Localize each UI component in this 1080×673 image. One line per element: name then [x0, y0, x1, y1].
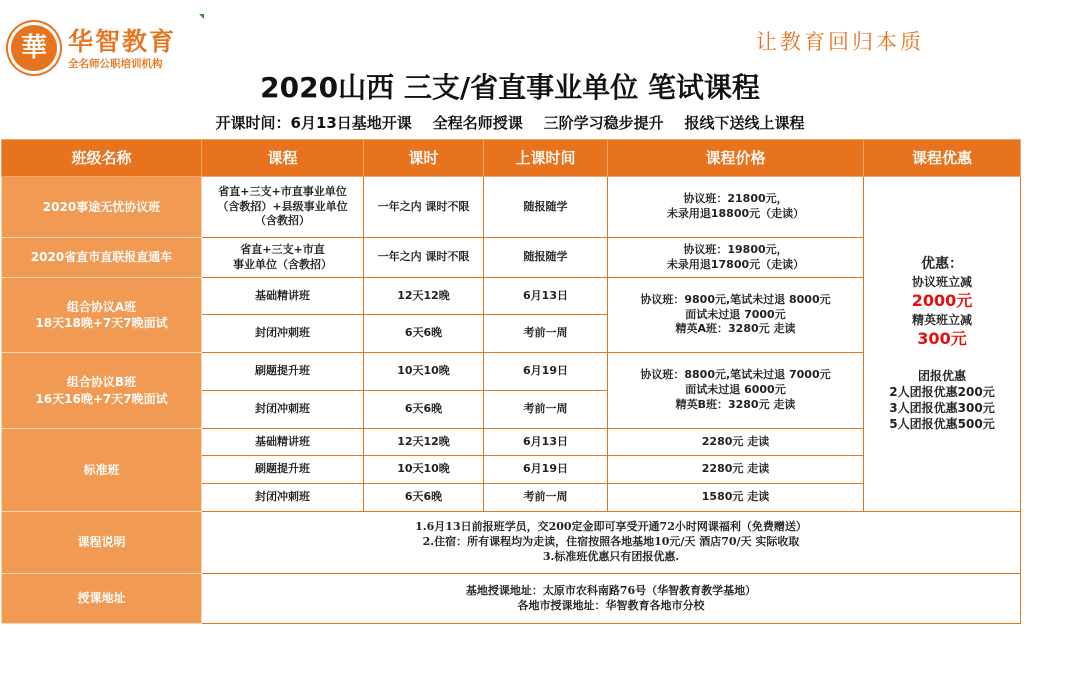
price-cell: 协议班：19800元， 未录用退17800元（走读） [608, 238, 864, 278]
class-name: 组合协议A班 18天18晚+7天7晚面试 [2, 278, 202, 353]
price-cell: 协议班：8800元,笔试未过退 7000元 面试未过退 6000元 精英B班：3280元 走读 [608, 353, 864, 429]
hours-cell: 10天10晚 [364, 353, 484, 391]
address-line: 各地市授课地址：华智教育各地市分校 [517, 598, 705, 612]
header-time: 上课时间 [484, 140, 608, 177]
promo-amount: 2000元 [911, 291, 973, 311]
header-class-name: 班级名称 [2, 140, 202, 177]
notes-row [2, 512, 1021, 574]
course-cell: 刷题提升班 [202, 353, 364, 391]
class-name: 2020事途无忧协议班 [2, 177, 202, 238]
time-cell: 6月13日 [484, 278, 608, 315]
table-header-row [2, 140, 1021, 177]
time-cell: 6月19日 [484, 456, 608, 484]
header-promo: 课程优惠 [864, 140, 1021, 177]
address-line: 基地授课地址：太原市农科南路76号（华智教育教学基地） [465, 583, 757, 597]
course-cell: 封闭冲刺班 [202, 391, 364, 429]
time-cell: 考前一周 [484, 484, 608, 512]
header-hours: 课时 [364, 140, 484, 177]
slogan: 让教育回归本质 [756, 30, 924, 54]
notes-label: 课程说明 [2, 512, 202, 574]
notes-cell [202, 512, 1021, 574]
group-promo-item: 5人团报优惠500元 [889, 417, 995, 432]
logo-emblem: 華 [8, 22, 60, 74]
hours-cell: 12天12晚 [364, 429, 484, 456]
class-name: 2020省直市直联报直通车 [2, 238, 202, 278]
brand-name: 华智教育 [68, 27, 177, 56]
price-cell: 2280元 走读 [608, 429, 864, 456]
promo-cell [864, 177, 1021, 512]
note-line: 2.住宿：所有课程均为走读，住宿按照各地基地10元/天 酒店70/天 实际收取 [422, 535, 800, 549]
group-promo-item: 2人团报优惠200元 [889, 385, 995, 400]
group-promo-item: 3人团报优惠300元 [889, 401, 995, 416]
hours-cell: 6天6晚 [364, 391, 484, 429]
address-label: 授课地址 [2, 574, 202, 624]
group-promo-title: 团报优惠 [917, 368, 966, 383]
address-row [2, 574, 1021, 624]
course-cell: 基础精讲班 [202, 429, 364, 456]
hours-cell: 6天6晚 [364, 484, 484, 512]
course-table [1, 139, 1021, 624]
page-title: 2020山西 三支/省直事业单位 笔试课程 [260, 71, 760, 104]
course-cell: 封闭冲刺班 [202, 315, 364, 353]
brand-tagline: 全名师公职培训机构 [68, 58, 163, 70]
course-cell: 省直+三支+市直事业单位 （含教招）+县级事业单位 （含教招） [202, 177, 364, 238]
promo-title: 优惠： [921, 256, 963, 273]
hours-cell: 10天10晚 [364, 456, 484, 484]
header-course: 课程 [202, 140, 364, 177]
time-cell: 考前一周 [484, 315, 608, 353]
course-cell: 基础精讲班 [202, 278, 364, 315]
table-row [2, 177, 1021, 238]
price-cell: 1580元 走读 [608, 484, 864, 512]
hours-cell: 一年之内 课时不限 [364, 177, 484, 238]
course-cell: 封闭冲刺班 [202, 484, 364, 512]
hours-cell: 6天6晚 [364, 315, 484, 353]
promo-line: 协议班立减 [911, 275, 972, 290]
promo-amount: 300元 [917, 329, 967, 349]
note-line: 1.6月13日前报班学员，交200定金即可享受开通72小时网课福利（免费赠送） [415, 520, 807, 534]
hours-cell: 12天12晚 [364, 278, 484, 315]
time-cell: 6月13日 [484, 429, 608, 456]
hours-cell: 一年之内 课时不限 [364, 238, 484, 278]
price-cell: 协议班：21800元， 未录用退18800元（走读） [608, 177, 864, 238]
time-cell: 考前一周 [484, 391, 608, 429]
corner-mark [199, 14, 204, 19]
time-cell: 6月19日 [484, 353, 608, 391]
header-price: 课程价格 [608, 140, 864, 177]
class-name: 标准班 [2, 429, 202, 512]
course-cell: 刷题提升班 [202, 456, 364, 484]
time-cell: 随报随学 [484, 238, 608, 278]
promo-line: 精英班立减 [911, 313, 972, 328]
time-cell: 随报随学 [484, 177, 608, 238]
price-cell: 协议班：9800元,笔试未过退 8000元 面试未过退 7000元 精英A班：3280元 走读 [608, 278, 864, 353]
note-line: 3.标准班优惠只有团报优惠. [542, 549, 680, 563]
course-cell: 省直+三支+市直 事业单位（含教招） [202, 238, 364, 278]
address-cell [202, 574, 1021, 624]
price-cell: 2280元 走读 [608, 456, 864, 484]
class-name: 组合协议B班 16天16晚+7天7晚面试 [2, 353, 202, 429]
page-subtitle: 开课时间：6月13日基地开课 全程名师授课 三阶学习稳步提升 报线下送线上课程 [215, 114, 805, 132]
